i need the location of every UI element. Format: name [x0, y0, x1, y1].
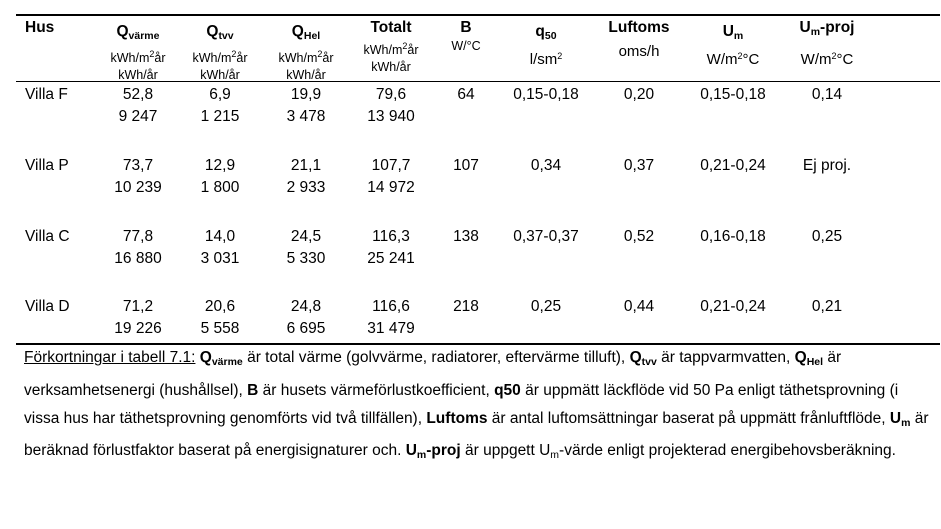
- row-villa-p-um: 0,21-0,24: [700, 157, 766, 174]
- row-villa-d-q50: 0,25: [530, 298, 562, 315]
- footnote-caption: Förkortningar i tabell 7.1:: [24, 349, 196, 366]
- footnote-um: $U_m$: [889, 409, 911, 429]
- row-villa-p-hus: Villa P: [25, 157, 69, 174]
- row-villa-c-um: 0,16-0,18: [700, 228, 766, 245]
- footnote-umproj: $U_m$-proj: [405, 442, 461, 462]
- row-villa-d-luftoms: 0,44: [623, 298, 655, 315]
- row-villa-c-b: 138: [453, 228, 479, 245]
- header-qhel: $Q_{Hel}$ kWh/$m^2år$ kWh/år: [278, 23, 334, 82]
- footnote-q50: q50: [494, 381, 521, 399]
- row-villa-p-qvarme: 73,7 10 239: [114, 157, 162, 196]
- row-villa-p-q50: 0,34: [530, 157, 562, 174]
- row-villa-p-qtvv: 12,9 1 800: [200, 157, 240, 196]
- row-villa-f-totalt: 79,6 13 940: [367, 86, 415, 125]
- row-villa-d-qtvv: 20,6 5 558: [200, 298, 240, 337]
- row-villa-d-qvarme: 71,2 19 226: [114, 298, 162, 337]
- row-villa-p-luftoms: 0,37: [623, 157, 655, 174]
- header-q50: $q_{50}$ $l/sm^2$: [529, 23, 563, 68]
- header-qtvv: $Q_{tvv}$ kWh/$m^2år$ kWh/år: [192, 23, 248, 82]
- row-villa-c-luftoms: 0,52: [623, 228, 655, 245]
- footnote-qtvv: $Q_{tvv}$: [629, 349, 657, 368]
- header-um: $U_m$ $W/m^2^\circ C$: [706, 23, 760, 68]
- row-villa-f-qvarme: 52,8 9 247: [118, 86, 158, 125]
- footnote-luftoms: Luftoms: [426, 409, 488, 427]
- header-hus: Hus: [25, 19, 55, 36]
- header-totalt: Totalt kWh/$m^2år$ kWh/år: [363, 19, 419, 74]
- row-villa-f-b: 64: [457, 86, 475, 103]
- table-top-rule: [16, 14, 940, 16]
- header-luftoms: Luftoms oms/h: [608, 19, 670, 60]
- row-villa-f-hus: Villa F: [25, 86, 68, 103]
- table-footnote: Förkortningar i tabell 7.1: $Q_{värme}$ är total värme (golvvärme, radiatorer, eftervärme tilluft), $Q_{tvv}$ är tappvarmvatten, $Q_{Hel}$ är verksamhetsenergi (hushållsel), B är husets värmeförlustkoefficient, q50 är uppmätt läckflöde vid 50 Pa enligt täthetsprovning (i vissa hus har täthetsprovning genomförts vid två tillfällen), Luftoms är antal luftomsättningar baserat på uppmätt frånluftflöde, $U_m$ är beräknad förlustfaktor baserat på energisignaturer och. $U_m$-proj är uppgett $U_m$-värde enligt projekterad energibehovsberäkning.: [24, 349, 929, 462]
- header-qvarme: $Q_{värme}$ kWh/$m^2år$ kWh/år: [110, 23, 166, 82]
- header-umproj: $U_m$-proj $W/m^2^\circ C$: [799, 19, 855, 68]
- row-villa-c-qtvv: 14,0 3 031: [200, 228, 240, 267]
- row-villa-p-totalt: 107,7 14 972: [367, 157, 415, 196]
- row-villa-c-qhel: 24,5 5 330: [286, 228, 326, 267]
- row-villa-f-qtvv: 6,9 1 215: [200, 86, 240, 125]
- row-villa-d-totalt: 116,6 31 479: [367, 298, 415, 337]
- header-b: B W/°C: [451, 19, 481, 53]
- row-villa-p-umproj: Ej proj.: [802, 157, 852, 174]
- row-villa-p-qhel: 21,1 2 933: [286, 157, 326, 196]
- row-villa-f-um: 0,15-0,18: [700, 86, 766, 103]
- row-villa-d-um: 0,21-0,24: [700, 298, 766, 315]
- row-villa-c-q50: 0,37-0,37: [513, 228, 579, 245]
- row-villa-d-umproj: 0,21: [811, 298, 843, 315]
- row-villa-f-luftoms: 0,20: [623, 86, 655, 103]
- footnote-qhel: $Q_{Hel}$: [794, 349, 824, 368]
- row-villa-f-umproj: 0,14: [811, 86, 843, 103]
- row-villa-c-totalt: 116,3 25 241: [367, 228, 415, 267]
- row-villa-c-umproj: 0,25: [811, 228, 843, 245]
- row-villa-c-hus: Villa C: [25, 228, 70, 245]
- row-villa-f-q50: 0,15-0,18: [513, 86, 579, 103]
- footnote-b: B: [247, 381, 259, 399]
- row-villa-f-qhel: 19,9 3 478: [286, 86, 326, 125]
- row-villa-d-b: 218: [453, 298, 479, 315]
- row-villa-d-hus: Villa D: [25, 298, 70, 315]
- row-villa-c-qvarme: 77,8 16 880: [114, 228, 162, 267]
- row-villa-p-b: 107: [453, 157, 479, 174]
- footnote-qvarme: $Q_{värme}$: [199, 349, 243, 368]
- row-villa-d-qhel: 24,8 6 695: [286, 298, 326, 337]
